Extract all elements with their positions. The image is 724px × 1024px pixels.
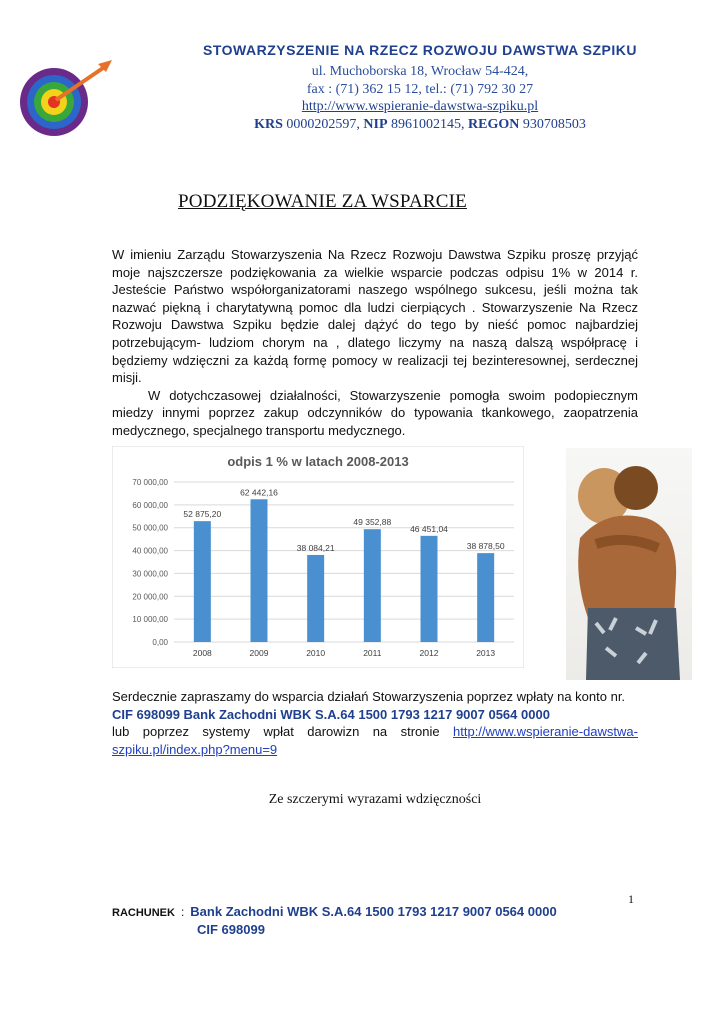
phone-fax: fax : (71) 362 15 12, tel.: (71) 792 30 27 [306,82,534,97]
y-tick-label: 0,00 [152,638,168,647]
account-number: CIF 698099 Bank Zachodni WBK S.A.64 1500 1793 1217 9007 0564 0000 [112,706,550,722]
bar-value-label: 38 878,50 [466,541,505,552]
website-link[interactable]: http://www.wspieranie-dawstwa-szpiku.pl [301,99,539,114]
x-tick-label: 2012 [419,648,439,658]
bar [251,499,268,642]
y-tick-label: 70 000,00 [132,478,168,487]
letter-body [112,246,638,440]
paragraph-activities: W dotychczasowej działalności, Stowarzyszenie pomogła swoim podopiecznym miedzy innymi poprzez zakup odczynników do typowania tkankowego, zaopatrzenia medycznego, specjalnego transportu medycznego. [112,387,638,438]
krs-label: KRS [254,117,283,132]
bar [194,521,211,642]
nip-label: NIP [363,117,388,132]
chart-title: odpis 1 % w latach 2008-2013 [227,454,409,469]
bar-value-label: 52 875,20 [183,509,222,520]
bar-value-label: 38 084,21 [296,542,335,553]
donation-info [112,688,638,758]
address: ul. Muchoborska 18, Wrocław 54-424, [311,64,529,79]
regon-value: 930708503 [522,117,586,132]
website-link-row [150,98,690,116]
page-title: PODZIĘKOWANIE ZA WSPARCIE [178,191,467,212]
bar [364,529,381,642]
children-hugging-photo [566,448,692,680]
footer-cif: CIF 698099 [197,922,265,937]
regon-label: REGON [468,117,520,132]
bar-value-label: 62 442,16 [240,487,278,498]
y-tick-label: 30 000,00 [132,569,168,579]
y-tick-label: 40 000,00 [132,546,168,556]
y-tick-label: 10 000,00 [132,615,168,625]
footer-colon: : [180,905,185,919]
bar-value-label: 49 352,88 [353,517,392,528]
y-tick-label: 50 000,00 [132,523,168,533]
bar-value-label: 46 451,04 [410,523,448,534]
bar [477,553,494,642]
closing-text: Ze szczerymi wyrazami wdzięczności [268,792,482,807]
invite-text: Serdecznie zapraszamy do wsparcia działań Stowarzyszenia poprzez wpłaty na konto nr. [112,689,626,704]
x-tick-label: 2011 [363,648,382,658]
x-tick-label: 2008 [192,648,212,658]
y-tick-label: 20 000,00 [132,592,168,602]
x-tick-label: 2009 [249,648,269,658]
footer-account [112,904,557,919]
page-number: 1 [628,892,634,906]
y-tick-label: 60 000,00 [132,500,168,510]
x-tick-label: 2013 [476,648,496,658]
bar [307,555,324,642]
footer-label: RACHUNEK [112,907,175,919]
donations-bar-chart [112,446,524,668]
paragraph-thanks: W imieniu Zarządu Stowarzyszenia Na Rzecz Rozwoju Dawstwa Szpiku proszę przyjąć moje najszczersze podziękowania za wielkie wsparcie podczas odpisu 1% w 2014 r. Jesteście Państwo współorganizatorami naszego wspólnego sukcesu, jeśli można tak nazwać piękną i charytatywną pomoc dla ludzi cierpiących . Stowarzyszenie Na Rzecz Rozwoju Dawstwa Szpiku będzie dalej dążyć do tego by nieść pomoc najbardziej potrzebującym- ludziom chorym na , dlatego liczymy na naszą dalszą współpracę i będziemy wdzięczni za każdą formę pomocy w realizacji tej bezinteresownej, serdecznej misji. [112,247,638,386]
x-tick-label: 2010 [306,648,326,658]
krs-value: 0000202597, [286,117,360,132]
nip-value: 8961002145, [391,117,465,132]
donation-alt-text: lub poprzez systemy wpłat darowizn na stronie [112,724,440,740]
donation-link[interactable]: http://www.wspieranie-dawstwa-szpiku.pl/index.php?menu=9 [112,724,638,757]
registration-numbers [150,116,690,134]
bar [421,536,438,642]
footer-bank: Bank Zachodni WBK S.A.64 1500 1793 1217 9007 0564 0000 [190,904,557,919]
organization-logo [14,52,120,144]
organization-name: STOWARZYSZENIE NA RZECZ ROZWOJU DAWSTWA SZPIKU [203,42,637,58]
